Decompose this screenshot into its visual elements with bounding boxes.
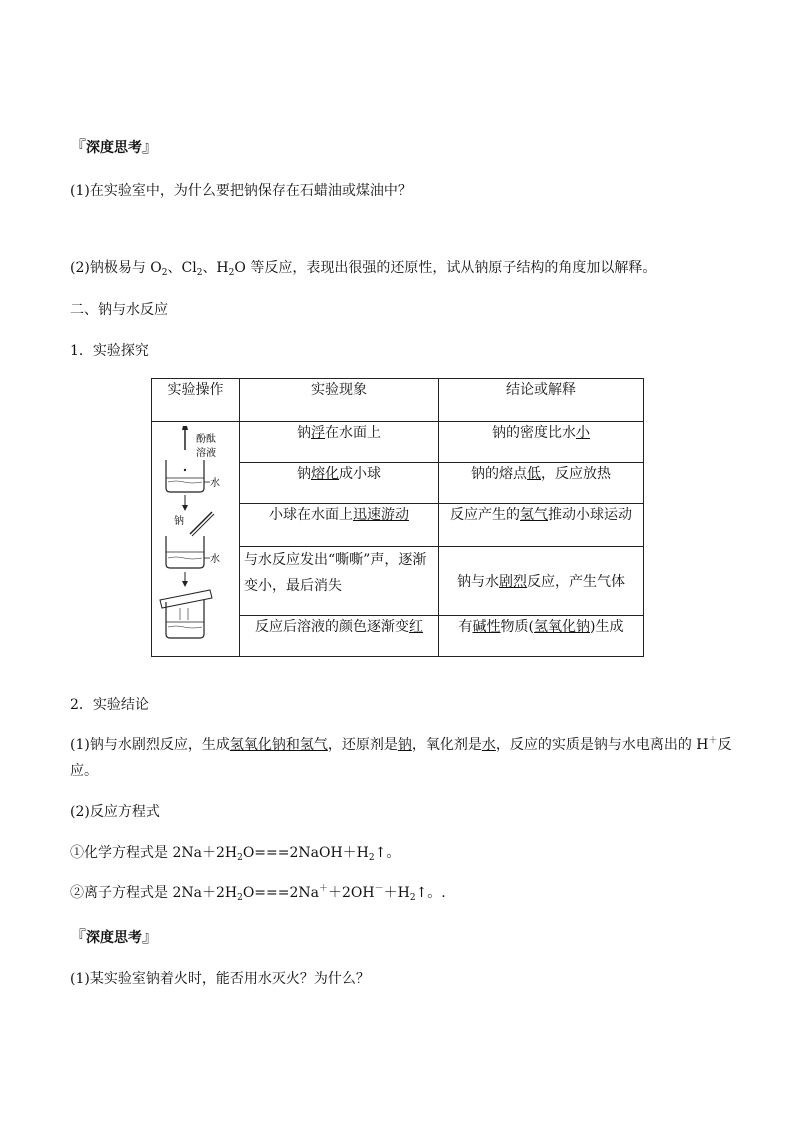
text: 反应后溶液的颜色逐渐变 — [255, 618, 409, 635]
underlined-answer: 剧烈 — [499, 574, 527, 591]
underlined-answer: 钠 — [397, 737, 412, 753]
conclusion-cell — [439, 615, 644, 656]
phenomenon-cell — [240, 615, 439, 656]
text: ＋2OH — [328, 885, 375, 901]
section-heading: 二、钠与水反应 — [70, 302, 168, 318]
subscript: 2 — [228, 268, 235, 278]
phenomenon-cell — [240, 547, 439, 615]
deep-think-title: 深度思考 — [86, 930, 143, 946]
conclusion-cell — [439, 422, 644, 463]
text: ，反应的实质是钠与水电离出的 H — [495, 737, 709, 753]
subscript: 2 — [237, 893, 243, 903]
bracket-open: 『 — [70, 927, 87, 946]
underlined-answer: 水 — [481, 737, 496, 753]
q2-text-c: 、H — [202, 260, 229, 276]
underlined-answer: 红 — [409, 618, 423, 635]
text: ，氧化剂是 — [411, 737, 482, 753]
text: 钠的熔点 — [471, 466, 527, 483]
underlined-answer: 熔化 — [311, 466, 339, 483]
subscript: 2 — [237, 853, 243, 863]
text: 反应，产生气体 — [527, 574, 625, 591]
text: ↑。 — [374, 845, 401, 861]
conclusion-paragraph-1-cont: 应。 — [70, 763, 98, 779]
label-water-2: 水 — [210, 554, 220, 565]
text: 反应产生的 — [450, 507, 520, 524]
underlined-answer: 碱性 — [472, 618, 501, 635]
phenomenon-cell — [240, 463, 439, 504]
apparatus-illustration-cell — [152, 422, 240, 657]
text: ＋H — [383, 885, 410, 901]
text: 钠的密度比水 — [492, 425, 576, 441]
bracket-close: 』 — [142, 927, 159, 946]
text: 钠 — [297, 425, 311, 441]
text: 有 — [458, 618, 473, 635]
header-operation: 实验操作 — [152, 379, 240, 422]
question-1: (1)在实验室中，为什么要把钠保存在石蜡油或煤油中？ — [70, 183, 412, 199]
text: 成小球 — [339, 466, 381, 483]
q2-text-b: 、Cl — [167, 260, 197, 276]
text: ①化学方程式是 2Na＋2H — [70, 845, 238, 861]
text: 钠 — [297, 466, 311, 483]
text: )生成 — [590, 618, 624, 635]
subscript: 2 — [409, 893, 416, 903]
text: O===2Na — [242, 885, 319, 901]
text: O===2NaOH＋H — [242, 845, 369, 861]
underlined-answer: 小 — [576, 425, 590, 441]
subsection-conclusion: 2．实验结论 — [70, 697, 149, 713]
bracket-open: 『 — [70, 137, 87, 156]
question-3: (1)某实验室钠着火时，能否用水灭火？为什么？ — [70, 971, 370, 987]
label-sodium: 钠 — [174, 516, 184, 527]
subsection-experiment: 1．实验探究 — [70, 343, 149, 359]
header-conclusion: 结论或解释 — [439, 379, 644, 422]
label-solution: 溶液 — [196, 448, 216, 459]
text: ↑。. — [415, 885, 446, 901]
conclusion-cell — [439, 547, 644, 615]
subscript: 2 — [196, 268, 203, 278]
superscript: ＋ — [708, 736, 718, 746]
text: ，还原剂是 — [327, 737, 398, 753]
phenomenon-cell — [240, 504, 439, 547]
deep-think-heading-1 — [70, 134, 158, 157]
underlined-answer: 氢氧化钠 — [534, 618, 590, 635]
apparatus-diagram — [152, 422, 240, 652]
underlined-answer: 氢氧化钠和氢气 — [229, 737, 328, 753]
experiment-table — [151, 378, 644, 657]
text: 反 — [717, 737, 732, 753]
header-phenomenon: 实验现象 — [240, 379, 439, 422]
table-row — [152, 422, 644, 463]
equation-heading: (2)反应方程式 — [70, 804, 160, 820]
conclusion-cell — [439, 463, 644, 504]
text: 钠与水 — [457, 574, 499, 591]
text: ②离子方程式是 2Na＋2H — [70, 885, 238, 901]
phenomenon-cell — [240, 422, 439, 463]
subscript: 2 — [161, 268, 168, 278]
text: 小球在水面上 — [269, 507, 353, 524]
deep-think-heading-2 — [70, 924, 158, 947]
underlined-answer: 氢气 — [520, 507, 548, 524]
text: 与水反应发出“嘶嘶”声，逐渐变小，最后消失 — [244, 552, 427, 595]
q2-text-a: (2)钠极易与 O — [70, 260, 162, 276]
superscript: ＋ — [319, 884, 329, 894]
text: 在水面上 — [325, 425, 381, 441]
deep-think-title: 深度思考 — [86, 140, 143, 156]
q2-text-d: O 等反应，表现出很强的还原性，试从钠原子结构的角度加以解释。 — [234, 260, 657, 276]
text: ，反应放热 — [541, 466, 611, 483]
underlined-answer: 低 — [527, 466, 541, 483]
conclusion-paragraph-1 — [70, 733, 732, 754]
chemical-equation — [70, 842, 400, 863]
ionic-equation — [70, 881, 446, 903]
underlined-answer: 浮 — [311, 425, 325, 441]
label-water-1: 水 — [210, 478, 220, 489]
subscript: 2 — [368, 853, 375, 863]
label-phenolphthalein: 酚酞 — [196, 434, 216, 445]
question-2 — [70, 257, 656, 278]
text: 推动小球运动 — [548, 507, 632, 524]
bracket-close: 』 — [142, 137, 159, 156]
table-header-row — [152, 379, 644, 422]
text: 物质( — [500, 618, 534, 635]
text: (1)钠与水剧烈反应，生成 — [70, 737, 230, 753]
underlined-answer: 迅速游动 — [353, 507, 409, 524]
conclusion-cell — [439, 504, 644, 547]
superscript: － — [374, 884, 384, 894]
